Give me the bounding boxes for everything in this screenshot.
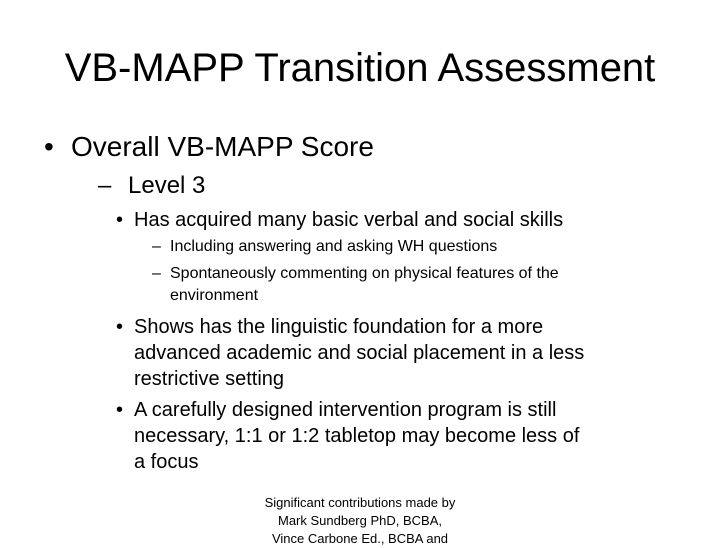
slide-title: VB-MAPP Transition Assessment xyxy=(64,46,656,90)
credits-line: Vince Carbone Ed., BCBA and xyxy=(271,531,449,546)
dash-icon: – xyxy=(152,265,161,282)
dash-icon: – xyxy=(152,238,161,255)
sub-wh-questions: Including answering and asking WH questions xyxy=(170,238,498,255)
bullet-icon: • xyxy=(116,316,124,338)
credits-line: Mark Sundberg PhD, BCBA, xyxy=(277,513,443,528)
point-acquired-skills: Has acquired many basic verbal and social skills xyxy=(134,209,564,231)
point-intervention-line1: A carefully designed intervention program is still xyxy=(134,399,557,421)
level1-bullet: Overall VB-MAPP Score xyxy=(71,131,374,162)
bullet-icon: • xyxy=(116,399,124,421)
sub-commenting-line1: Spontaneously commenting on physical features of the xyxy=(170,265,559,282)
point-linguistic-line2: advanced academic and social placement in a less xyxy=(134,342,585,364)
bullet-icon: • xyxy=(44,131,54,162)
level2-item: Level 3 xyxy=(128,172,206,199)
point-linguistic-line3: restrictive setting xyxy=(134,368,285,390)
point-intervention-line2: necessary, 1:1 or 1:2 tabletop may become less of xyxy=(134,425,580,447)
dash-icon: – xyxy=(98,172,112,199)
sub-commenting-line2: environment xyxy=(170,287,259,304)
point-intervention-line3: a focus xyxy=(134,451,199,473)
point-linguistic-line1: Shows has the linguistic foundation for a more xyxy=(134,316,544,338)
bullet-icon: • xyxy=(116,209,124,231)
credits-line: Significant contributions made by xyxy=(264,495,456,510)
